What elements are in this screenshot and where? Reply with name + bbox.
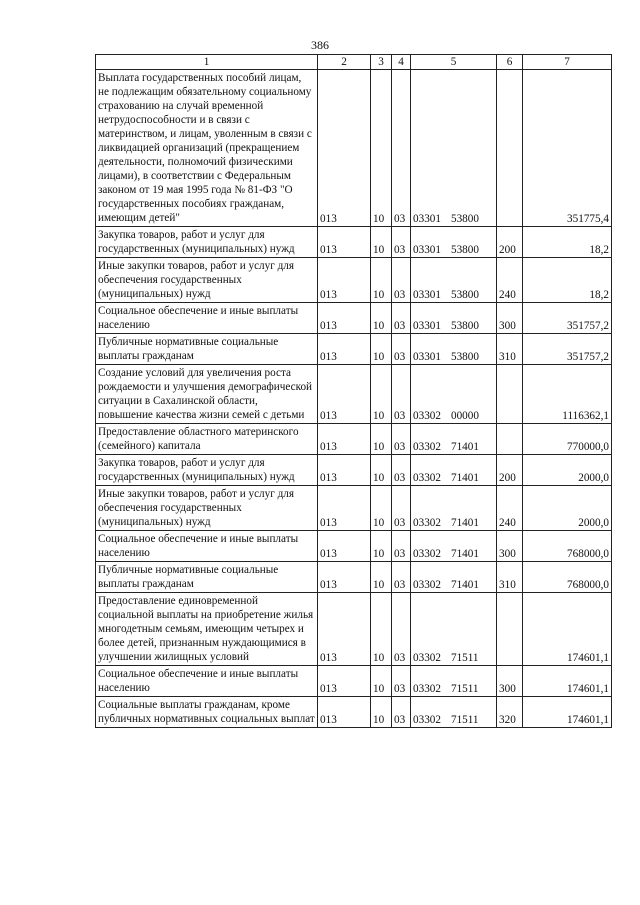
- expense-name-cell: Социальное обеспечение и иные выплаты населению: [96, 531, 318, 562]
- ministry-code-cell: 013: [318, 593, 371, 666]
- amount-cell: 351757,2: [523, 303, 612, 334]
- expense-type-cell: 310: [497, 334, 523, 365]
- amount-cell: 351757,2: [523, 334, 612, 365]
- program-code: 03302: [413, 472, 441, 484]
- subsection-code-cell: 03: [392, 365, 411, 424]
- target-article-cell: [411, 562, 497, 593]
- subsection-code-cell: 03: [392, 424, 411, 455]
- budget-table: [95, 54, 612, 728]
- expense-name-cell: Иные закупки товаров, работ и услуг для обеспечения государственных (муниципальных) нужд: [96, 486, 318, 531]
- section-code-cell: 10: [371, 486, 392, 531]
- ministry-code-cell: 013: [318, 666, 371, 697]
- subsection-code-cell: 03: [392, 486, 411, 531]
- column-header: 7: [523, 55, 612, 70]
- table-header: [96, 55, 612, 70]
- subsection-code-cell: 03: [392, 334, 411, 365]
- ministry-code-cell: 013: [318, 258, 371, 303]
- program-code: 03301: [413, 213, 441, 225]
- target-article-cell: [411, 227, 497, 258]
- section-code-cell: 10: [371, 455, 392, 486]
- column-header: 2: [318, 55, 371, 70]
- direction-code: 53800: [450, 289, 479, 301]
- amount-cell: 768000,0: [523, 562, 612, 593]
- column-header: 6: [497, 55, 523, 70]
- amount-cell: 351775,4: [523, 70, 612, 227]
- ministry-code-cell: 013: [318, 227, 371, 258]
- direction-code: 71511: [450, 714, 479, 726]
- subsection-code-cell: 03: [392, 666, 411, 697]
- direction-code: 00000: [450, 410, 479, 422]
- direction-code: 71401: [450, 472, 479, 484]
- table-row: [96, 455, 612, 486]
- direction-code: 71511: [450, 652, 479, 664]
- expense-type-cell: [497, 70, 523, 227]
- expense-name-cell: Иные закупки товаров, работ и услуг для обеспечения государственных (муниципальных) нужд: [96, 258, 318, 303]
- section-code-cell: 10: [371, 593, 392, 666]
- section-code-cell: 10: [371, 424, 392, 455]
- expense-name-cell: Социальное обеспечение и иные выплаты населению: [96, 303, 318, 334]
- subsection-code-cell: 03: [392, 593, 411, 666]
- header-row: [96, 55, 612, 70]
- table-row: [96, 562, 612, 593]
- expense-type-cell: 310: [497, 562, 523, 593]
- section-code-cell: 10: [371, 70, 392, 227]
- program-code: 03302: [413, 683, 441, 695]
- target-article-cell: [411, 455, 497, 486]
- expense-type-cell: [497, 365, 523, 424]
- amount-cell: 18,2: [523, 227, 612, 258]
- amount-cell: 768000,0: [523, 531, 612, 562]
- target-article-cell: [411, 697, 497, 728]
- program-code: 03302: [413, 652, 441, 664]
- program-code: 03302: [413, 548, 441, 560]
- subsection-code-cell: 03: [392, 303, 411, 334]
- amount-cell: 174601,1: [523, 697, 612, 728]
- table-row: [96, 697, 612, 728]
- expense-type-cell: 300: [497, 666, 523, 697]
- subsection-code-cell: 03: [392, 455, 411, 486]
- ministry-code-cell: 013: [318, 531, 371, 562]
- direction-code: 71401: [450, 517, 479, 529]
- program-code: 03302: [413, 441, 441, 453]
- ministry-code-cell: 013: [318, 424, 371, 455]
- column-header: 3: [371, 55, 392, 70]
- table-row: [96, 70, 612, 227]
- amount-cell: 2000,0: [523, 455, 612, 486]
- target-article-cell: [411, 486, 497, 531]
- amount-cell: 770000,0: [523, 424, 612, 455]
- expense-name-cell: Социальное обеспечение и иные выплаты населению: [96, 666, 318, 697]
- target-article-cell: [411, 303, 497, 334]
- page-number: 386: [311, 38, 329, 52]
- section-code-cell: 10: [371, 227, 392, 258]
- expense-name-cell: Предоставление единовременной социальной выплаты на приобретение жилья многодетным семьям, имеющим четырех и более детей, признанным нуждающимися в улучшении жилищных условий: [96, 593, 318, 666]
- section-code-cell: 10: [371, 258, 392, 303]
- section-code-cell: 10: [371, 562, 392, 593]
- direction-code: 71401: [450, 441, 479, 453]
- target-article-cell: [411, 334, 497, 365]
- ministry-code-cell: 013: [318, 334, 371, 365]
- target-article-cell: [411, 531, 497, 562]
- table-row: [96, 258, 612, 303]
- column-header: 4: [392, 55, 411, 70]
- table-row: [96, 531, 612, 562]
- ministry-code-cell: 013: [318, 455, 371, 486]
- amount-cell: 2000,0: [523, 486, 612, 531]
- table-row: [96, 424, 612, 455]
- expense-name-cell: Выплата государственных пособий лицам, не подлежащим обязательному социальному страхованию на случай временной нетрудоспособности и в связи с материнством, и лицам, уволенным в связи с ликвидацией организаций (прекращением деятельности, полномочий физическими лицами), в соответствии с Федеральным законом от 19 мая 1995 года № 81-ФЗ "О государственных пособиях гражданам, имеющим детей": [96, 70, 318, 227]
- section-code-cell: 10: [371, 365, 392, 424]
- direction-code: 53800: [450, 244, 479, 256]
- subsection-code-cell: 03: [392, 531, 411, 562]
- ministry-code-cell: 013: [318, 303, 371, 334]
- program-code: 03301: [413, 351, 441, 363]
- subsection-code-cell: 03: [392, 70, 411, 227]
- program-code: 03301: [413, 289, 441, 301]
- program-code: 03301: [413, 244, 441, 256]
- table-row: [96, 303, 612, 334]
- target-article-cell: [411, 365, 497, 424]
- direction-code: 53800: [450, 213, 479, 225]
- expense-type-cell: [497, 593, 523, 666]
- ministry-code-cell: 013: [318, 70, 371, 227]
- expense-name-cell: Предоставление областного материнского (семейного) капитала: [96, 424, 318, 455]
- table-row: [96, 334, 612, 365]
- table-row: [96, 666, 612, 697]
- amount-cell: 174601,1: [523, 593, 612, 666]
- program-code: 03301: [413, 320, 441, 332]
- expense-name-cell: Публичные нормативные социальные выплаты гражданам: [96, 562, 318, 593]
- section-code-cell: 10: [371, 334, 392, 365]
- expense-type-cell: 240: [497, 486, 523, 531]
- table-row: [96, 365, 612, 424]
- ministry-code-cell: 013: [318, 697, 371, 728]
- table-row: [96, 593, 612, 666]
- ministry-code-cell: 013: [318, 562, 371, 593]
- table-row: [96, 486, 612, 531]
- program-code: 03302: [413, 714, 441, 726]
- expense-type-cell: 240: [497, 258, 523, 303]
- section-code-cell: 10: [371, 666, 392, 697]
- target-article-cell: [411, 666, 497, 697]
- table-body: [96, 70, 612, 728]
- column-header: 1: [96, 55, 318, 70]
- column-header: 5: [411, 55, 497, 70]
- ministry-code-cell: 013: [318, 486, 371, 531]
- expense-type-cell: 200: [497, 227, 523, 258]
- target-article-cell: [411, 593, 497, 666]
- expense-name-cell: Публичные нормативные социальные выплаты гражданам: [96, 334, 318, 365]
- direction-code: 71401: [450, 548, 479, 560]
- section-code-cell: 10: [371, 697, 392, 728]
- expense-name-cell: Создание условий для увеличения роста рождаемости и улучшения демографической ситуации в Сахалинской области, повышение качества жизни семей с детьми: [96, 365, 318, 424]
- expense-type-cell: 320: [497, 697, 523, 728]
- expense-name-cell: Закупка товаров, работ и услуг для государственных (муниципальных) нужд: [96, 455, 318, 486]
- direction-code: 71401: [450, 579, 479, 591]
- expense-name-cell: Социальные выплаты гражданам, кроме публичных нормативных социальных выплат: [96, 697, 318, 728]
- section-code-cell: 10: [371, 531, 392, 562]
- direction-code: 53800: [450, 320, 479, 332]
- expense-type-cell: 300: [497, 303, 523, 334]
- target-article-cell: [411, 258, 497, 303]
- expense-name-cell: Закупка товаров, работ и услуг для государственных (муниципальных) нужд: [96, 227, 318, 258]
- amount-cell: 1116362,1: [523, 365, 612, 424]
- subsection-code-cell: 03: [392, 697, 411, 728]
- target-article-cell: [411, 424, 497, 455]
- subsection-code-cell: 03: [392, 258, 411, 303]
- program-code: 03302: [413, 579, 441, 591]
- program-code: 03302: [413, 517, 441, 529]
- direction-code: 71511: [450, 683, 479, 695]
- table-row: [96, 227, 612, 258]
- ministry-code-cell: 013: [318, 365, 371, 424]
- amount-cell: 174601,1: [523, 666, 612, 697]
- subsection-code-cell: 03: [392, 562, 411, 593]
- program-code: 03302: [413, 410, 441, 422]
- expense-type-cell: [497, 424, 523, 455]
- expense-type-cell: 300: [497, 531, 523, 562]
- amount-cell: 18,2: [523, 258, 612, 303]
- expense-type-cell: 200: [497, 455, 523, 486]
- subsection-code-cell: 03: [392, 227, 411, 258]
- direction-code: 53800: [450, 351, 479, 363]
- section-code-cell: 10: [371, 303, 392, 334]
- target-article-cell: [411, 70, 497, 227]
